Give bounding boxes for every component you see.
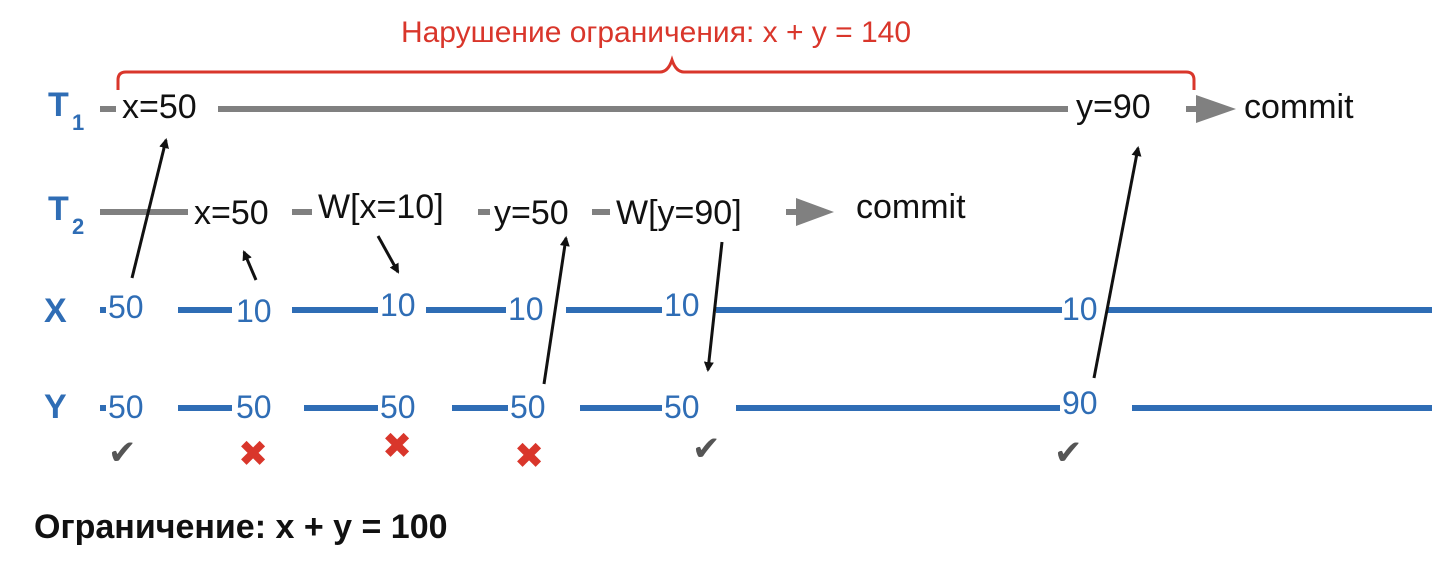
constraint-label: Ограничение: x + y = 100	[34, 508, 448, 546]
row-label-t2-name: T	[48, 190, 69, 228]
y-value-6: 90	[1062, 385, 1098, 421]
t2-commit-label: commit	[856, 188, 966, 226]
t2-op-write-y: W[y=90]	[616, 194, 742, 232]
row-label-t1-sub: 1	[72, 110, 85, 135]
y-value-3: 50	[380, 389, 416, 425]
t1-commit-arrow	[1196, 95, 1236, 123]
row-label-t1-name: T	[48, 86, 69, 124]
x-value-1: 50	[108, 289, 144, 325]
t1-op-read-y: y=90	[1076, 88, 1151, 126]
x-value-3: 10	[380, 287, 416, 323]
t2-op-write-x: W[x=10]	[318, 188, 444, 226]
t1-op-read-x: x=50	[122, 88, 197, 126]
svg-text:T	[48, 190, 69, 228]
x-value-4: 10	[508, 291, 544, 327]
row-label-x: X	[44, 292, 67, 330]
row-label-y: Y	[44, 388, 67, 426]
row-label-t1	[48, 86, 84, 135]
cross-icon: ✖	[238, 434, 269, 475]
arrow-t2-read-y	[544, 238, 566, 384]
svg-text:2	[72, 214, 84, 239]
x-value-6: 10	[1062, 291, 1098, 327]
t2-op-read-x: x=50	[194, 194, 269, 232]
arrow-t2-read-x	[244, 252, 256, 280]
row-label-t2	[48, 190, 84, 239]
violation-brace	[118, 60, 1194, 90]
check-icon: ✔	[1054, 433, 1083, 473]
arrow-t2-write-x	[378, 236, 398, 272]
row-label-t2-sub: 2	[72, 214, 85, 239]
svg-text:T	[48, 86, 69, 124]
y-value-2: 50	[236, 389, 272, 425]
cross-icon: ✖	[382, 426, 413, 467]
y-value-5: 50	[664, 389, 700, 425]
arrow-t1-read-y	[1094, 148, 1138, 378]
x-value-2: 10	[236, 293, 272, 329]
check-icon: ✔	[108, 433, 137, 473]
y-value-4: 50	[510, 389, 546, 425]
svg-text:1	[72, 110, 84, 135]
t1-commit-label: commit	[1244, 88, 1354, 126]
cross-icon: ✖	[514, 436, 545, 477]
violation-label: Нарушение ограничения: x + y = 140	[400, 16, 912, 49]
check-icon: ✔	[692, 429, 721, 469]
arrow-t2-write-y	[708, 242, 722, 370]
y-value-1: 50	[108, 389, 144, 425]
x-value-5: 10	[664, 287, 700, 323]
t2-op-read-y: y=50	[494, 194, 569, 232]
t2-commit-arrow	[796, 198, 834, 226]
